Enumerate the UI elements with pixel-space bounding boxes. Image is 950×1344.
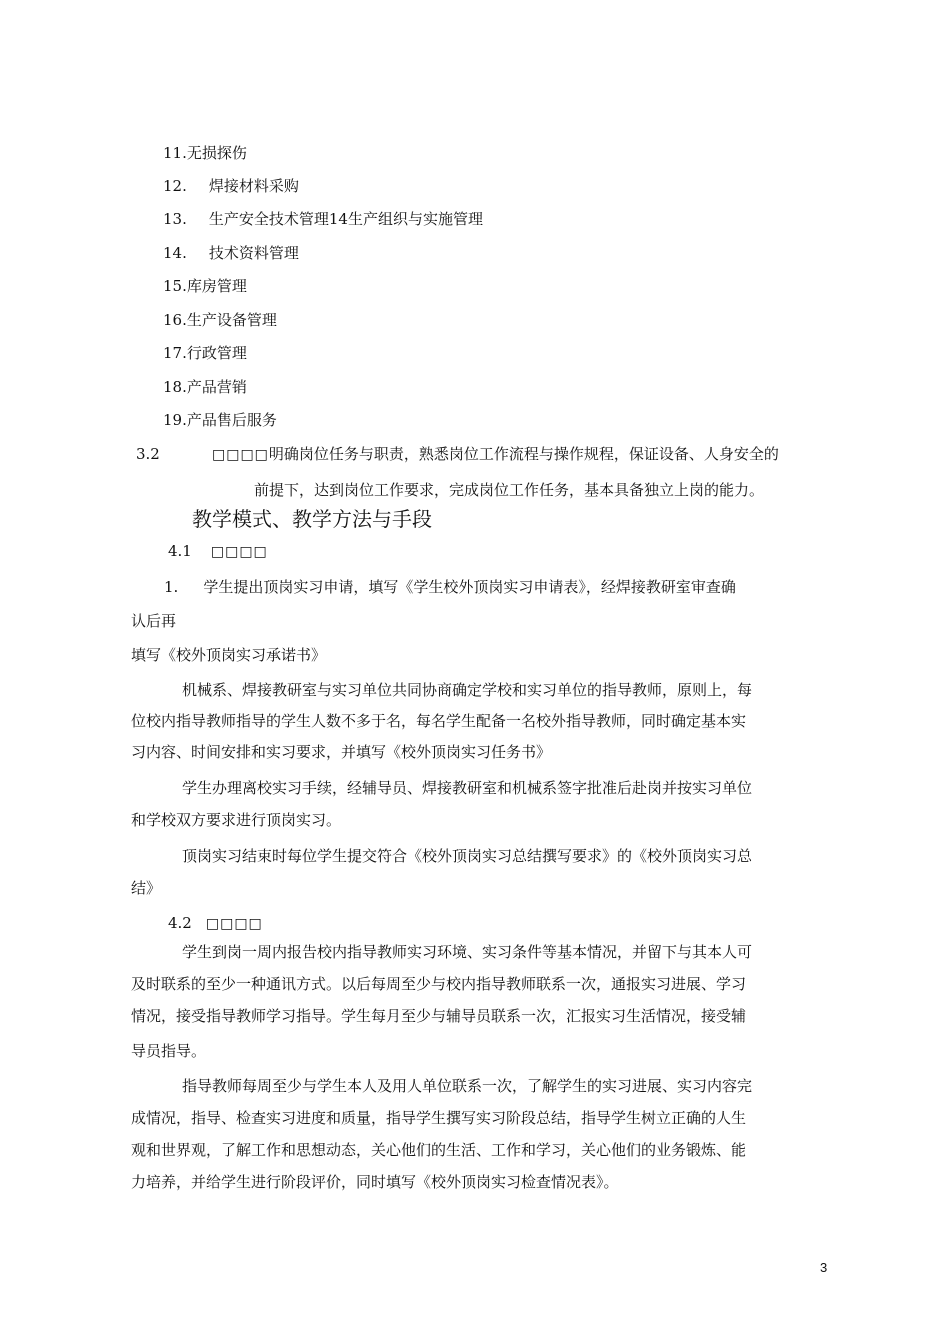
paragraph-3-line2: 和学校双方要求进行顶岗实习。 [131, 811, 342, 829]
list-text: 库房管理 [186, 277, 247, 295]
list-text: 无损探伤 [186, 144, 247, 162]
list-item [163, 276, 247, 296]
subsection-4-1: 4.1 □□□□ [168, 542, 268, 560]
list-item [163, 243, 299, 263]
missing-glyph-boxes: □□□□ [210, 544, 268, 560]
paragraph-2-line1: 机械系、焊接教研室与实习单位共同协商确定学校和实习单位的指导教师，原则上，每 [182, 681, 753, 699]
missing-glyph-boxes: □□□□ [205, 916, 263, 932]
list-text: 焊接材料采购 [208, 177, 299, 195]
list-item [163, 176, 299, 196]
list-text: 生产安全技术管理14生产组织与实施管理 [208, 210, 483, 228]
list-number: 14. [163, 244, 187, 262]
list-item [163, 343, 247, 363]
list-text: 生产设备管理 [186, 311, 277, 329]
list-number: 17. [163, 344, 187, 362]
paragraph-6-line2: 成情况，指导、检查实习进度和质量，指导学生撰写实习阶段总结，指导学生树立正确的人生 [131, 1109, 747, 1127]
paragraph-2-line3: 习内容、时间安排和实习要求，并填写《校外顶岗实习任务书》 [131, 743, 552, 761]
paragraph-2-line2: 位校内指导教师指导的学生人数不多于名，每名学生配备一名校外指导教师，同时确定基本实 [131, 712, 747, 730]
section-number: 3.2 [136, 445, 160, 463]
section-heading: 教学模式、教学方法与手段 [192, 507, 432, 531]
paragraph-1-line3: 填写《校外顶岗实习承诺书》 [131, 646, 327, 664]
paragraph-1-line2: 认后再 [131, 612, 177, 630]
paragraph-6-line1: 指导教师每周至少与学生本人及用人单位联系一次，了解学生的实习进展、实习内容完 [182, 1077, 753, 1095]
paragraph-5-line1: 学生到岗一周内报告校内指导教师实习环境、实习条件等基本情况，并留下与其本人可 [182, 943, 753, 961]
list-text: 产品营销 [186, 378, 247, 396]
list-item [163, 377, 247, 397]
list-text: 技术资料管理 [208, 244, 299, 262]
list-number: 15. [163, 277, 187, 295]
paragraph-6-line3: 观和世界观，了解工作和思想动态，关心他们的生活、工作和学习，关心他们的业务锻炼、能 [131, 1141, 747, 1159]
section-32-line2: 前提下，达到岗位工作要求，完成岗位工作任务，基本具备独立上岗的能力。 [254, 481, 765, 499]
list-item [163, 143, 247, 163]
list-number: 16. [163, 311, 187, 329]
list-number: 18. [163, 378, 187, 396]
paragraph-1-line1: 1. 学生提出顶岗实习申请，填写《学生校外顶岗实习申请表》，经焊接教研室审查确 [164, 578, 736, 596]
paragraph-4-line2: 结》 [131, 879, 162, 897]
list-item [163, 410, 277, 430]
section-32-line1: □□□□明确岗位任务与职责，熟悉岗位工作流程与操作规程，保证设备、人身安全的 [212, 445, 779, 463]
paragraph-5-line2: 及时联系的至少一种通讯方式。以后每周至少与校内指导教师联系一次，通报实习进展、学习 [131, 975, 747, 993]
paragraph-5-line4: 导员指导。 [131, 1042, 207, 1060]
paragraph-3-line1: 学生办理离校实习手续，经辅导员、焊接教研室和机械系签字批准后赴岗并按实习单位 [182, 779, 753, 797]
list-number: 12. [163, 177, 187, 195]
page-number: 3 [820, 1260, 828, 1275]
paragraph-4-line1: 顶岗实习结束时每位学生提交符合《校外顶岗实习总结撰写要求》的《校外顶岗实习总 [182, 847, 753, 865]
list-number: 19. [163, 411, 187, 429]
list-number: 13. [163, 210, 187, 228]
list-item [163, 310, 277, 330]
missing-glyph-boxes: □□□□ [212, 447, 269, 463]
paragraph-5-line3: 情况，接受指导教师学习指导。学生每月至少与辅导员联系一次，汇报实习生活情况，接受辅 [131, 1007, 747, 1025]
list-text: 产品售后服务 [186, 411, 277, 429]
paragraph-6-line4: 力培养，并给学生进行阶段评价，同时填写《校外顶岗实习检查情况表》。 [131, 1173, 619, 1191]
list-number: 11. [163, 144, 187, 162]
subsection-4-2: 4.2 □□□□ [168, 914, 263, 932]
list-item [163, 209, 483, 229]
list-text: 行政管理 [186, 344, 247, 362]
